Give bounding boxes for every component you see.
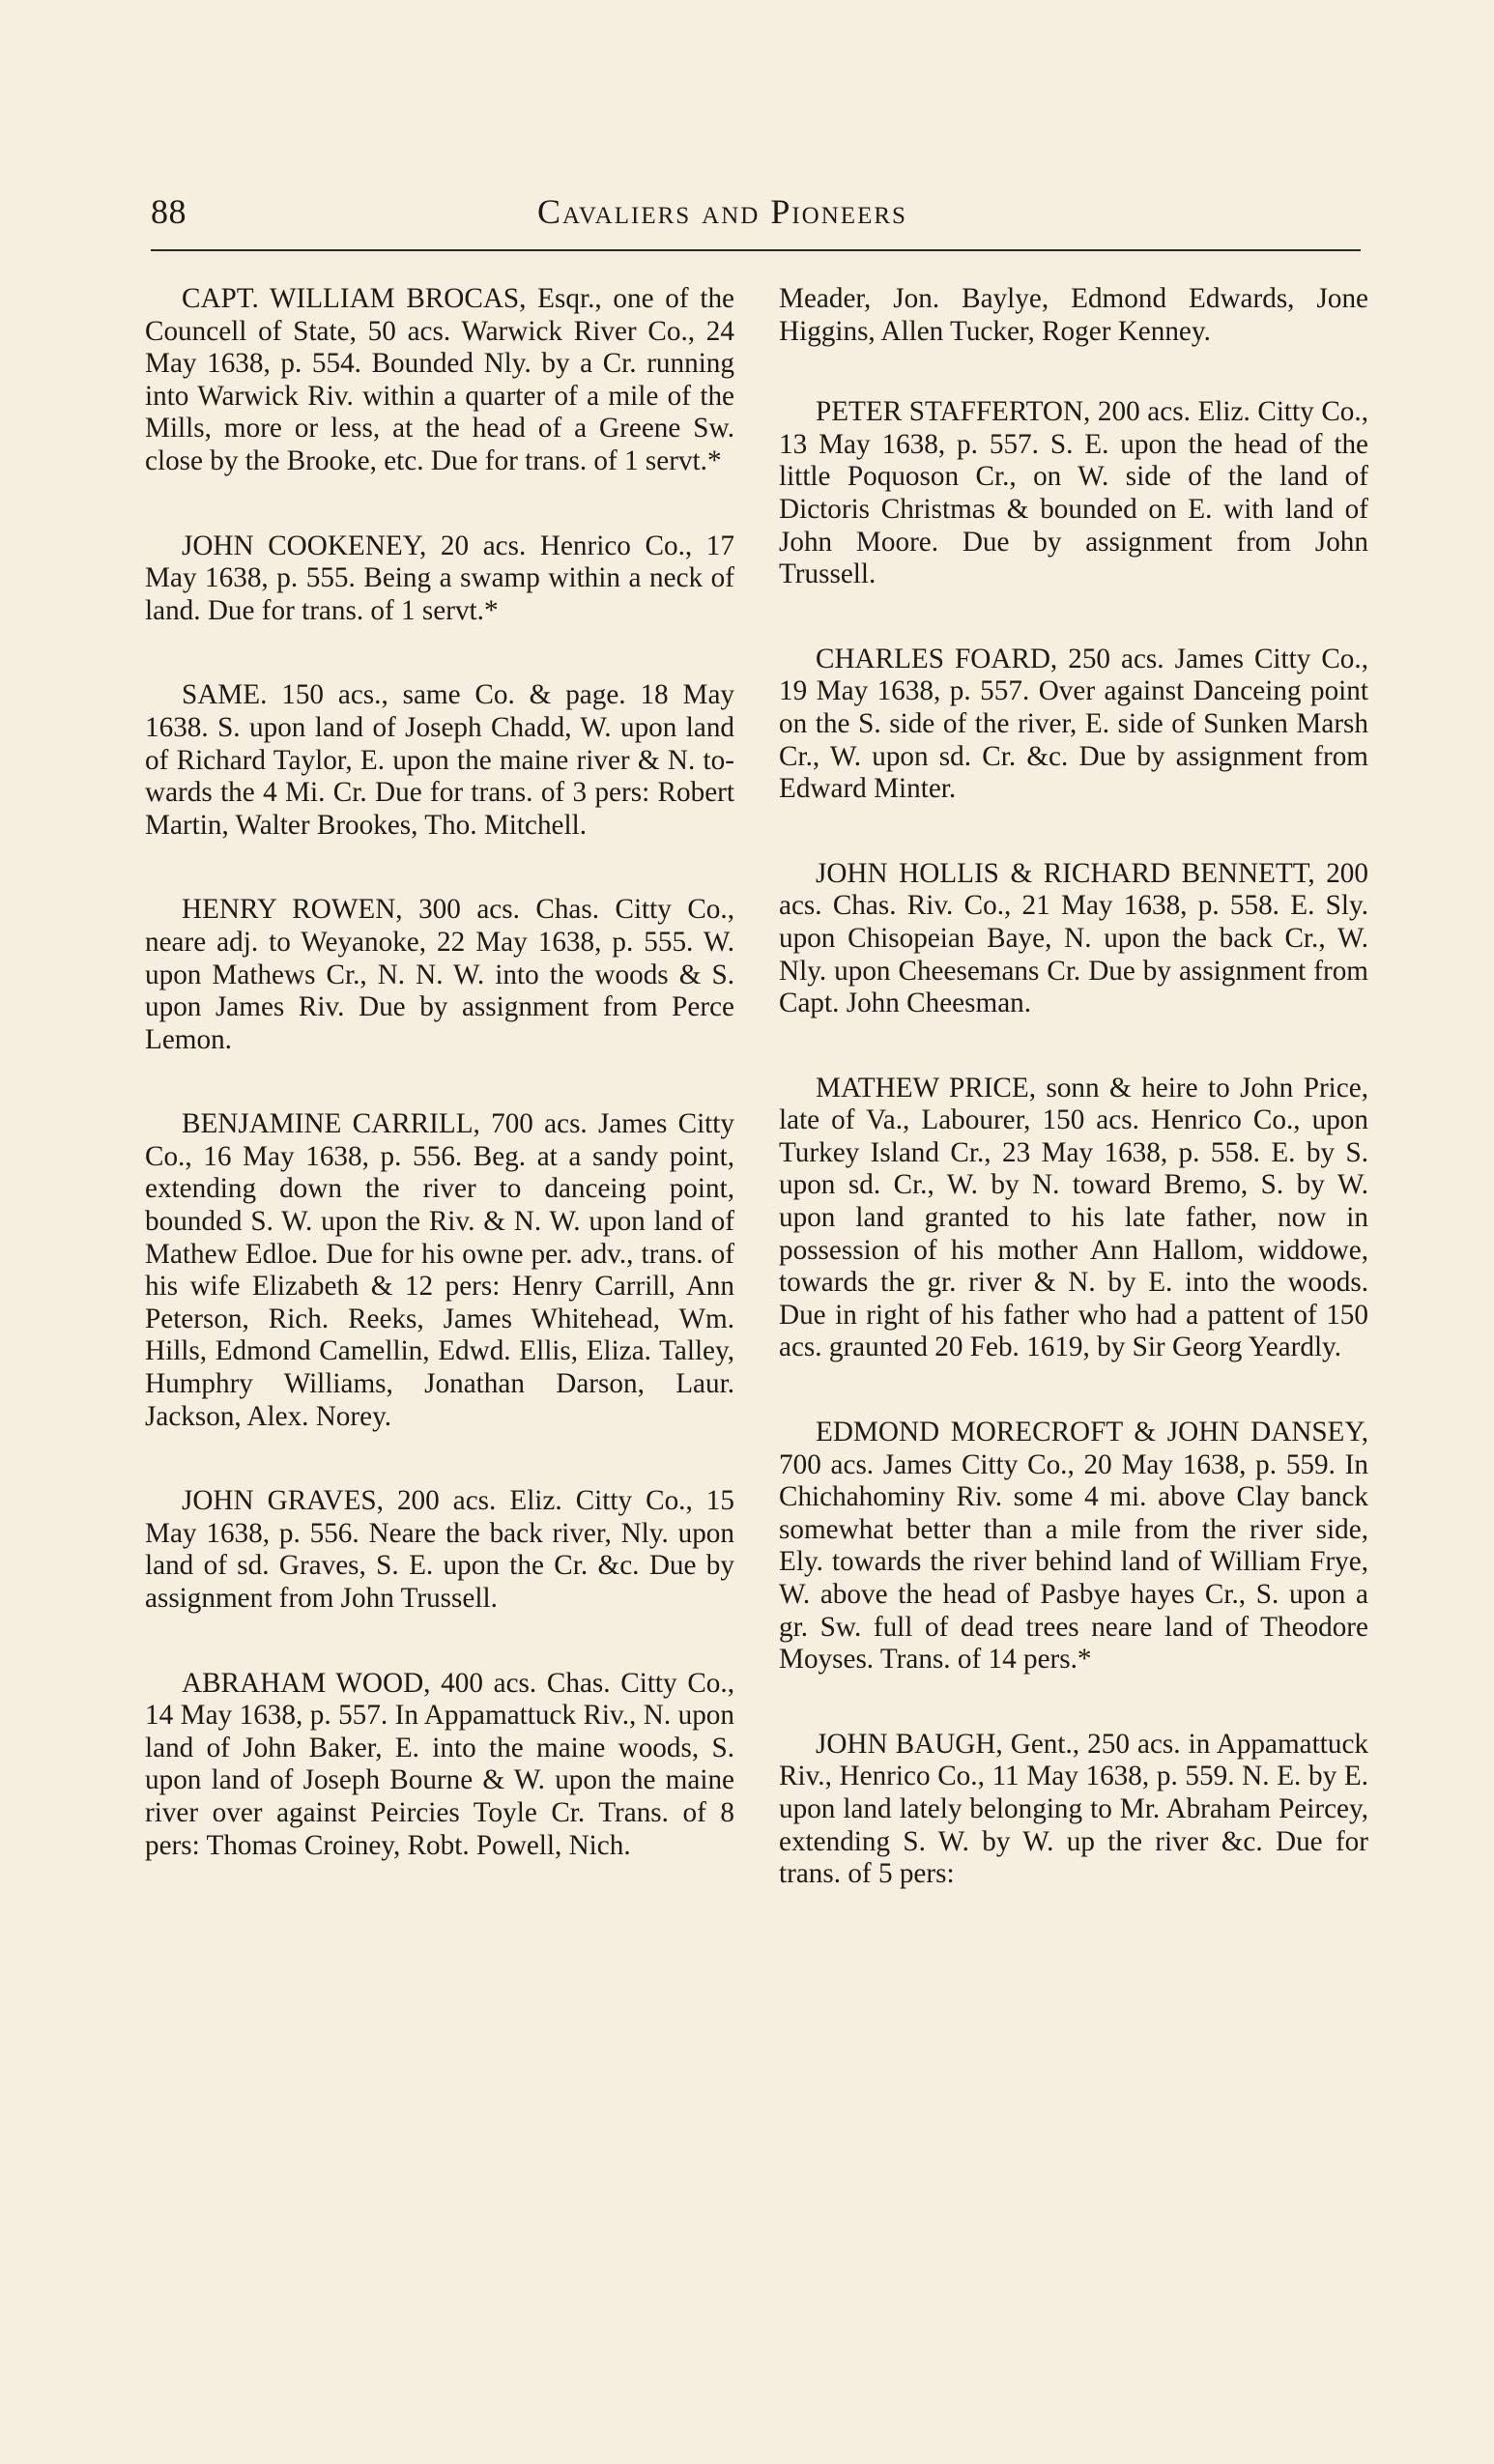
left-column <box>145 283 734 1914</box>
entry-john-baugh: JOHN BAUGH, Gent., 250 acs. in Appamattuck Riv., Henrico Co., 11 May 1638, p. 559. N. E. by E. upon land lately belonging to Mr. Abraham Peircey, extending S. W. by W. up the river &c. Due for trans. of 5 pers: <box>779 1728 1368 1890</box>
entry-benjamine-carrill: BENJAMINE CARRILL, 700 acs. James Citty Co., 16 May 1638, p. 556. Beg. at a sandy point, extending down the river to danceing point, bounded S. W. upon the Riv. & N. W. upon land of Mathew Edloe. Due for his owne per. adv., trans. of his wife Elizabeth & 12 pers: Henry Carrill, Ann Peterson, Rich. Reeks, James Whitehead, Wm. Hills, Edmond Camellin, Edwd. Ellis, Eliza. Talley, Humphry Williams, Jonathan Darson, Laur. Jackson, Alex. Norey. <box>145 1108 734 1432</box>
header-rule <box>151 249 1361 251</box>
entry-john-graves: JOHN GRAVES, 200 acs. Eliz. Citty Co., 15 May 1638, p. 556. Neare the back river, Nly. upon land of sd. Graves, S. E. upon the Cr. &c. Due by assignment from John Trussell. <box>145 1485 734 1614</box>
entry-william-brocas: CAPT. WILLIAM BROCAS, Esqr., one of the Councell of State, 50 acs. Warwick River Co., 24 May 1638, p. 554. Bounded Nly. by a Cr. running into Warwick Riv. within a quarter of a mile of the Mills, more or less, at the head of a Greene Sw. close by the Brooke, etc. Due for trans. of 1 servt.* <box>145 283 734 476</box>
entry-morecroft-dansey: EDMOND MORECROFT & JOHN DANSEY, 700 acs. James Citty Co., 20 May 1638, p. 559. In Chichahominy Riv. some 4 mi. above Clay banck somewhat better than a mile from the river side, Ely. towards the river behind land of William Frye, W. above the head of Pasbye hayes Cr., S. upon a gr. Sw. full of dead trees neare land of Theodore Moyses. Trans. of 14 pers.* <box>779 1417 1368 1676</box>
running-title: Cavaliers and Pioneers <box>537 192 907 231</box>
entry-mathew-price: MATHEW PRICE, sonn & heire to John Price, late of Va., Labourer, 150 acs. Henrico Co., upon Turkey Island Cr., 23 May 1638, p. 558. E. by S. upon sd. Cr., W. by N. toward Bremo, S. by W. upon land granted to his late father, now in possession of his mother Ann Hallom, widdowe, towards the gr. river & N. by E. into the woods. Due in right of his father who had a pattent of 150 acs. graunted 20 Feb. 1619, by Sir Georg Yeardly. <box>779 1072 1368 1363</box>
entry-abraham-wood: ABRAHAM WOOD, 400 acs. Chas. Citty Co., 14 May 1638, p. 557. In Appamattuck Riv., N. upon land of John Baker, E. into the maine woods, S. upon land of Joseph Bourne & W. upon the maine river over against Peircies Toyle Cr. Trans. of 8 pers: Thomas Croiney, Robt. Powell, Nich. <box>145 1667 734 1861</box>
entry-john-cookeney: JOHN COOKENEY, 20 acs. Henrico Co., 17 May 1638, p. 555. Being a swamp within a neck of land. Due for trans. of 1 servt.* <box>145 530 734 626</box>
right-column <box>779 283 1368 1943</box>
entry-henry-rowen: HENRY ROWEN, 300 acs. Chas. Citty Co., neare adj. to Weyanoke, 22 May 1638, p. 555. W. upon Mathews Cr., N. N. W. into the woods & S. upon James Riv. Due by assignment from Perce Lemon. <box>145 894 734 1055</box>
entry-hollis-bennett: JOHN HOLLIS & RICHARD BENNETT, 200 acs. Chas. Riv. Co., 21 May 1638, p. 558. E. Sly. upon Chisopeian Baye, N. upon the back Cr., W. Nly. upon Cheesemans Cr. Due by assignment from Capt. John Cheesman. <box>779 857 1368 1019</box>
entry-charles-foard: CHARLES FOARD, 250 acs. James Citty Co., 19 May 1638, p. 557. Over against Danceing point on the S. side of the river, E. side of Sunken Marsh Cr., W. upon sd. Cr. &c. Due by assignment from Edward Minter. <box>779 643 1368 805</box>
page-header <box>151 191 1361 245</box>
entry-peter-stafferton: PETER STAFFERTON, 200 acs. Eliz. Citty Co., 13 May 1638, p. 557. S. E. upon the head of the little Poquoson Cr., on W. side of the land of Dictoris Christmas & bounded on E. with land of John Moore. Due by assignment from John Trussell. <box>779 396 1368 590</box>
entry-same-150-acs: SAME. 150 acs., same Co. & page. 18 May 1638. S. upon land of Joseph Chadd, W. upon land of Richard Taylor, E. upon the maine river & N. towards the 4 Mi. Cr. Due for trans. of 3 pers: Robert Martin, Walter Brookes, Tho. Mitchell. <box>145 679 734 841</box>
entry-abraham-wood-continued: Meader, Jon. Baylye, Edmond Edwards, Jone Higgins, Allen Tucker, Roger Kenney. <box>779 283 1368 347</box>
page-number: 88 <box>151 192 187 231</box>
